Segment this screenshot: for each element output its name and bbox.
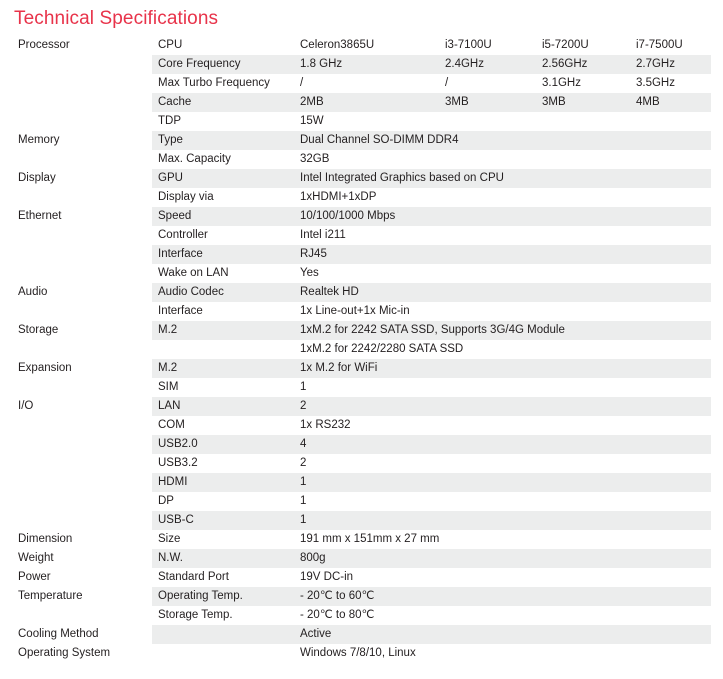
row-category [12,416,152,435]
page-title: Technical Specifications [14,8,219,29]
row-value: Windows 7/8/10, Linux [294,644,711,663]
row-subitem: HDMI [152,473,294,492]
row-subitem: CPU [152,36,294,55]
row-category: Processor [12,36,152,55]
row-category: Cooling Method [12,625,152,644]
table-row [12,264,711,283]
row-subitem: Interface [152,245,294,264]
row-category: I/O [12,397,152,416]
row-subitem: Cache [152,93,294,112]
table-row [12,568,711,587]
row-subitem: Core Frequency [152,55,294,74]
row-value: RJ45 [294,245,711,264]
row-value: Yes [294,264,711,283]
table-row [12,74,711,93]
row-category [12,74,152,93]
row-value: - 20℃ to 80℃ [294,606,711,625]
row-category [12,245,152,264]
table-row [12,549,711,568]
row-value-3: 3.1GHz [536,74,630,93]
table-row [12,644,711,663]
row-subitem: Storage Temp. [152,606,294,625]
row-subitem: M.2 [152,321,294,340]
row-value: 800g [294,549,711,568]
row-value: 1 [294,492,711,511]
row-value: Realtek HD [294,283,711,302]
table-row [12,283,711,302]
row-value: 4 [294,435,711,454]
row-subitem: Standard Port [152,568,294,587]
row-category [12,473,152,492]
table-row [12,188,711,207]
row-value: 1 [294,511,711,530]
row-subitem: Audio Codec [152,283,294,302]
table-row [12,511,711,530]
row-category [12,112,152,131]
table-row [12,169,711,188]
table-row [12,492,711,511]
row-value: 2 [294,454,711,473]
row-category [12,454,152,473]
row-category: Temperature [12,587,152,606]
row-subitem: Max Turbo Frequency [152,74,294,93]
row-value: 1x M.2 for WiFi [294,359,711,378]
row-subitem: Max. Capacity [152,150,294,169]
table-row [12,397,711,416]
row-category [12,435,152,454]
table-row [12,340,711,359]
row-value-4: i7-7500U [630,36,711,55]
row-category [12,93,152,112]
row-value: 15W [294,112,711,131]
row-subitem: M.2 [152,359,294,378]
table-row [12,359,711,378]
row-value: 1xM.2 for 2242/2280 SATA SSD [294,340,711,359]
row-category: Dimension [12,530,152,549]
row-value: 1 [294,378,711,397]
row-category [12,188,152,207]
row-value-3: 3MB [536,93,630,112]
row-value-4: 3.5GHz [630,74,711,93]
row-category: Display [12,169,152,188]
row-subitem: USB-C [152,511,294,530]
row-category: Memory [12,131,152,150]
table-row [12,226,711,245]
row-subitem: DP [152,492,294,511]
row-subitem [152,644,294,663]
row-subitem: Size [152,530,294,549]
row-category: Power [12,568,152,587]
row-category [12,606,152,625]
row-subitem: Wake on LAN [152,264,294,283]
row-value: Intel i211 [294,226,711,245]
table-row [12,93,711,112]
table-row [12,530,711,549]
row-category [12,150,152,169]
row-value: Dual Channel SO-DIMM DDR4 [294,131,711,150]
row-value: 10/100/1000 Mbps [294,207,711,226]
row-value: 19V DC-in [294,568,711,587]
row-category [12,55,152,74]
row-subitem: N.W. [152,549,294,568]
row-value-3: 2.56GHz [536,55,630,74]
row-value: 191 mm x 151mm x 27 mm [294,530,711,549]
row-subitem: USB3.2 [152,454,294,473]
table-row [12,454,711,473]
row-subitem [152,340,294,359]
row-value: 1xHDMI+1xDP [294,188,711,207]
table-row [12,150,711,169]
row-category: Expansion [12,359,152,378]
row-subitem: SIM [152,378,294,397]
row-value: - 20℃ to 60℃ [294,587,711,606]
row-subitem: Operating Temp. [152,587,294,606]
table-row [12,302,711,321]
row-category [12,264,152,283]
row-value-2: 3MB [439,93,536,112]
row-category [12,511,152,530]
row-subitem: Display via [152,188,294,207]
row-subitem: USB2.0 [152,435,294,454]
row-category: Storage [12,321,152,340]
row-value-1: 2MB [294,93,439,112]
row-category: Ethernet [12,207,152,226]
row-value: Intel Integrated Graphics based on CPU [294,169,711,188]
row-value: 1 [294,473,711,492]
table-row [12,245,711,264]
table-row [12,55,711,74]
table-row [12,112,711,131]
row-value-2: 2.4GHz [439,55,536,74]
table-row [12,473,711,492]
row-subitem: COM [152,416,294,435]
row-category [12,492,152,511]
table-row [12,131,711,150]
row-subitem: Interface [152,302,294,321]
row-value-4: 4MB [630,93,711,112]
row-value-4: 2.7GHz [630,55,711,74]
row-value: 32GB [294,150,711,169]
row-value-2: / [439,74,536,93]
table-row [12,378,711,397]
row-subitem: GPU [152,169,294,188]
row-subitem: Controller [152,226,294,245]
row-category: Operating System [12,644,152,663]
table-row [12,321,711,340]
row-value: 1x Line-out+1x Mic-in [294,302,711,321]
table-row [12,625,711,644]
row-category [12,340,152,359]
row-subitem [152,625,294,644]
row-value-1: Celeron3865U [294,36,439,55]
row-subitem: Type [152,131,294,150]
row-subitem: LAN [152,397,294,416]
table-row [12,416,711,435]
row-subitem: Speed [152,207,294,226]
spec-table-body [12,36,711,663]
row-value: Active [294,625,711,644]
row-value-1: / [294,74,439,93]
table-row [12,36,711,55]
row-category: Audio [12,283,152,302]
row-value-2: i3-7100U [439,36,536,55]
table-row [12,587,711,606]
row-category: Weight [12,549,152,568]
row-category [12,302,152,321]
table-row [12,207,711,226]
table-row [12,435,711,454]
row-category [12,226,152,245]
row-value: 1xM.2 for 2242 SATA SSD, Supports 3G/4G Module [294,321,711,340]
table-row [12,606,711,625]
row-value: 2 [294,397,711,416]
technical-specifications-table [12,36,711,663]
row-value: 1x RS232 [294,416,711,435]
row-value-3: i5-7200U [536,36,630,55]
row-value-1: 1.8 GHz [294,55,439,74]
row-subitem: TDP [152,112,294,131]
row-category [12,378,152,397]
